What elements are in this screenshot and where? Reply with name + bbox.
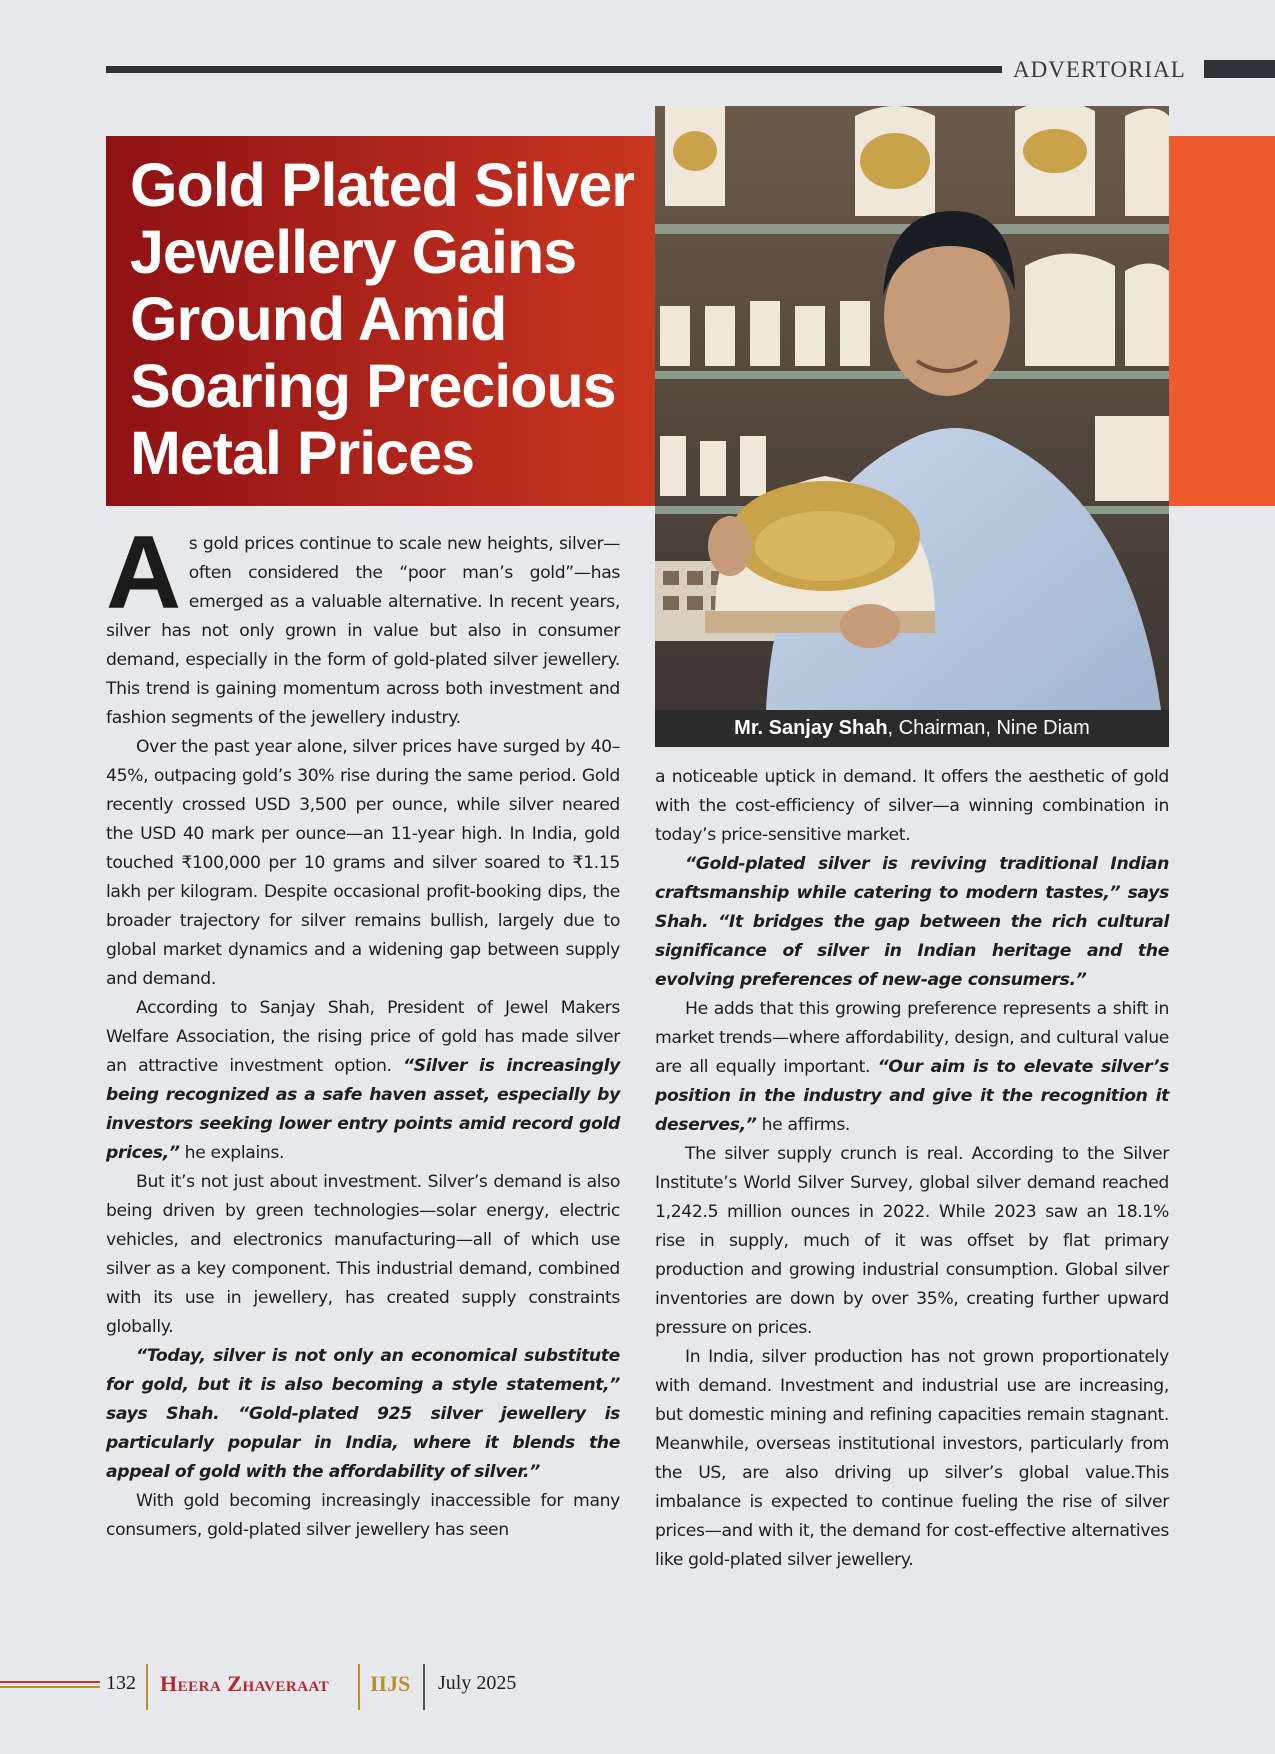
- paragraph-8-tail: he affirms.: [756, 1115, 851, 1135]
- magazine-brand: [160, 1671, 329, 1697]
- photo-caption: [655, 710, 1169, 747]
- paragraph-2: Over the past year alone, silver prices have surged by 40–45%, outpacing gold’s 30% rise during the same period. Gold recently crossed USD 3,500 per ounce, while silver neared the USD 40 mark per ounce—an 11-year high. In India, gold touched ₹100,000 per 10 grams and silver soared to ₹1.15 lakh per kilogram. Despite occasional profit-booking dips, the broader trajectory for silver remains bullish, largely due to global market dynamics and a widening gap between supply and demand.: [106, 737, 620, 989]
- paragraph-8-text: He adds that this growing preference represents a shift in market trends—where affordability, design, and cultural value are all equally important.: [655, 999, 1169, 1077]
- title-panel: [106, 136, 656, 506]
- paragraph-8: [655, 995, 1169, 1140]
- caption-role: , Chairman, Nine Diam: [887, 717, 1090, 739]
- paragraph-4: But it’s not just about investment. Silver’s demand is also being driven by green technologies—solar energy, electric vehicles, and electronics manufacturing—all of which use silver as a key component. This industrial demand, combined with its use in jewellery, has created supply constraints globally.: [106, 1172, 620, 1337]
- paragraph-9: The silver supply crunch is real. According to the Silver Institute’s World Silver Survey, global silver demand reached 1,242.5 million ounces in 2022. While 2023 saw an 18.1% rise in supply, much of it was offset by flat primary production and growing industrial consumption. Global silver inventories are down by over 35%, creating further upward pressure on prices.: [655, 1144, 1169, 1338]
- paragraph-3-quote: “Silver is increasingly being recognized as a safe haven asset, especially by investors seeking lower entry points amid record gold prices,”: [106, 1056, 620, 1163]
- paragraph-1-text: s gold prices continue to scale new heights, silver—often considered the “poor man’s gold”—has emerged as a valuable alternative. In recent years, silver has not only grown in value but also in consumer demand, especially in the form of gold-plated silver jewellery. This trend is gaining momentum across both investment and fashion segments of the jewellery industry.: [106, 534, 620, 728]
- paragraph-7-quote: “Gold-plated silver is reviving traditional Indian craftsmanship while catering to modern tastes,” says Shah. “It bridges the gap between the rich cultural significance of silver in Indian heritage and the evolving preferences of new-age consumers.”: [655, 854, 1169, 990]
- paragraph-3-text: According to Sanjay Shah, President of Jewel Makers Welfare Association, the rising price of gold has made silver an attractive investment option.: [106, 998, 620, 1076]
- section-label: ADVERTORIAL: [1013, 57, 1186, 82]
- page-number: 132: [106, 1672, 136, 1694]
- article-photo: [655, 106, 1169, 747]
- header-rule: [106, 66, 1002, 73]
- article-title: Gold Plated Silver Jewellery Gains Ground Amid Soaring Precious Metal Prices: [130, 151, 635, 487]
- paragraph-6: With gold becoming increasingly inaccessible for many consumers, gold-plated silver jewellery has seen: [106, 1491, 620, 1540]
- issue-date: July 2025: [438, 1672, 517, 1694]
- footer-rules: [0, 1681, 100, 1691]
- body-column-right: [655, 763, 1169, 1575]
- drop-cap: A: [106, 515, 181, 631]
- header-tag-bar: [1204, 60, 1275, 78]
- paragraph-3-tail: he explains.: [179, 1143, 285, 1163]
- paragraph-3: [106, 994, 620, 1168]
- caption-name: Mr. Sanjay Shah: [734, 717, 888, 739]
- footer-divider: [146, 1664, 148, 1710]
- footer-divider: [423, 1664, 425, 1710]
- accent-block: [1168, 136, 1275, 506]
- brand-text: Heera Zhaveraat: [160, 1671, 330, 1696]
- partner-logo: IIJS: [370, 1671, 411, 1696]
- body-column-left: [106, 515, 620, 1545]
- paragraph-6-continued: a noticeable uptick in demand. It offers the aesthetic of gold with the cost-efficiency of silver—a winning combination in today’s price-sensitive market.: [655, 767, 1169, 845]
- paragraph-1: [106, 515, 620, 733]
- paragraph-8-quote: “Our aim is to elevate silver’s position in the industry and give it the recognition it deserves,”: [655, 1057, 1170, 1135]
- footer-divider: [358, 1664, 360, 1710]
- paragraph-5-quote: “Today, silver is not only an economical substitute for gold, but it is also becoming a style statement,” says Shah. “Gold-plated 925 silver jewellery is particularly popular in India, where it blends the appeal of gold with the affordability of silver.”: [106, 1346, 620, 1482]
- paragraph-10: In India, silver production has not grown proportionately with demand. Investment and industrial use are increasing, but domestic mining and refining capacities remain stagnant. Meanwhile, overseas institutional investors, particularly from the US, are also driving up silver’s global value.This imbalance is expected to continue fueling the rise of silver prices—and with it, the demand for cost-effective alternatives like gold-plated silver jewellery.: [655, 1347, 1169, 1570]
